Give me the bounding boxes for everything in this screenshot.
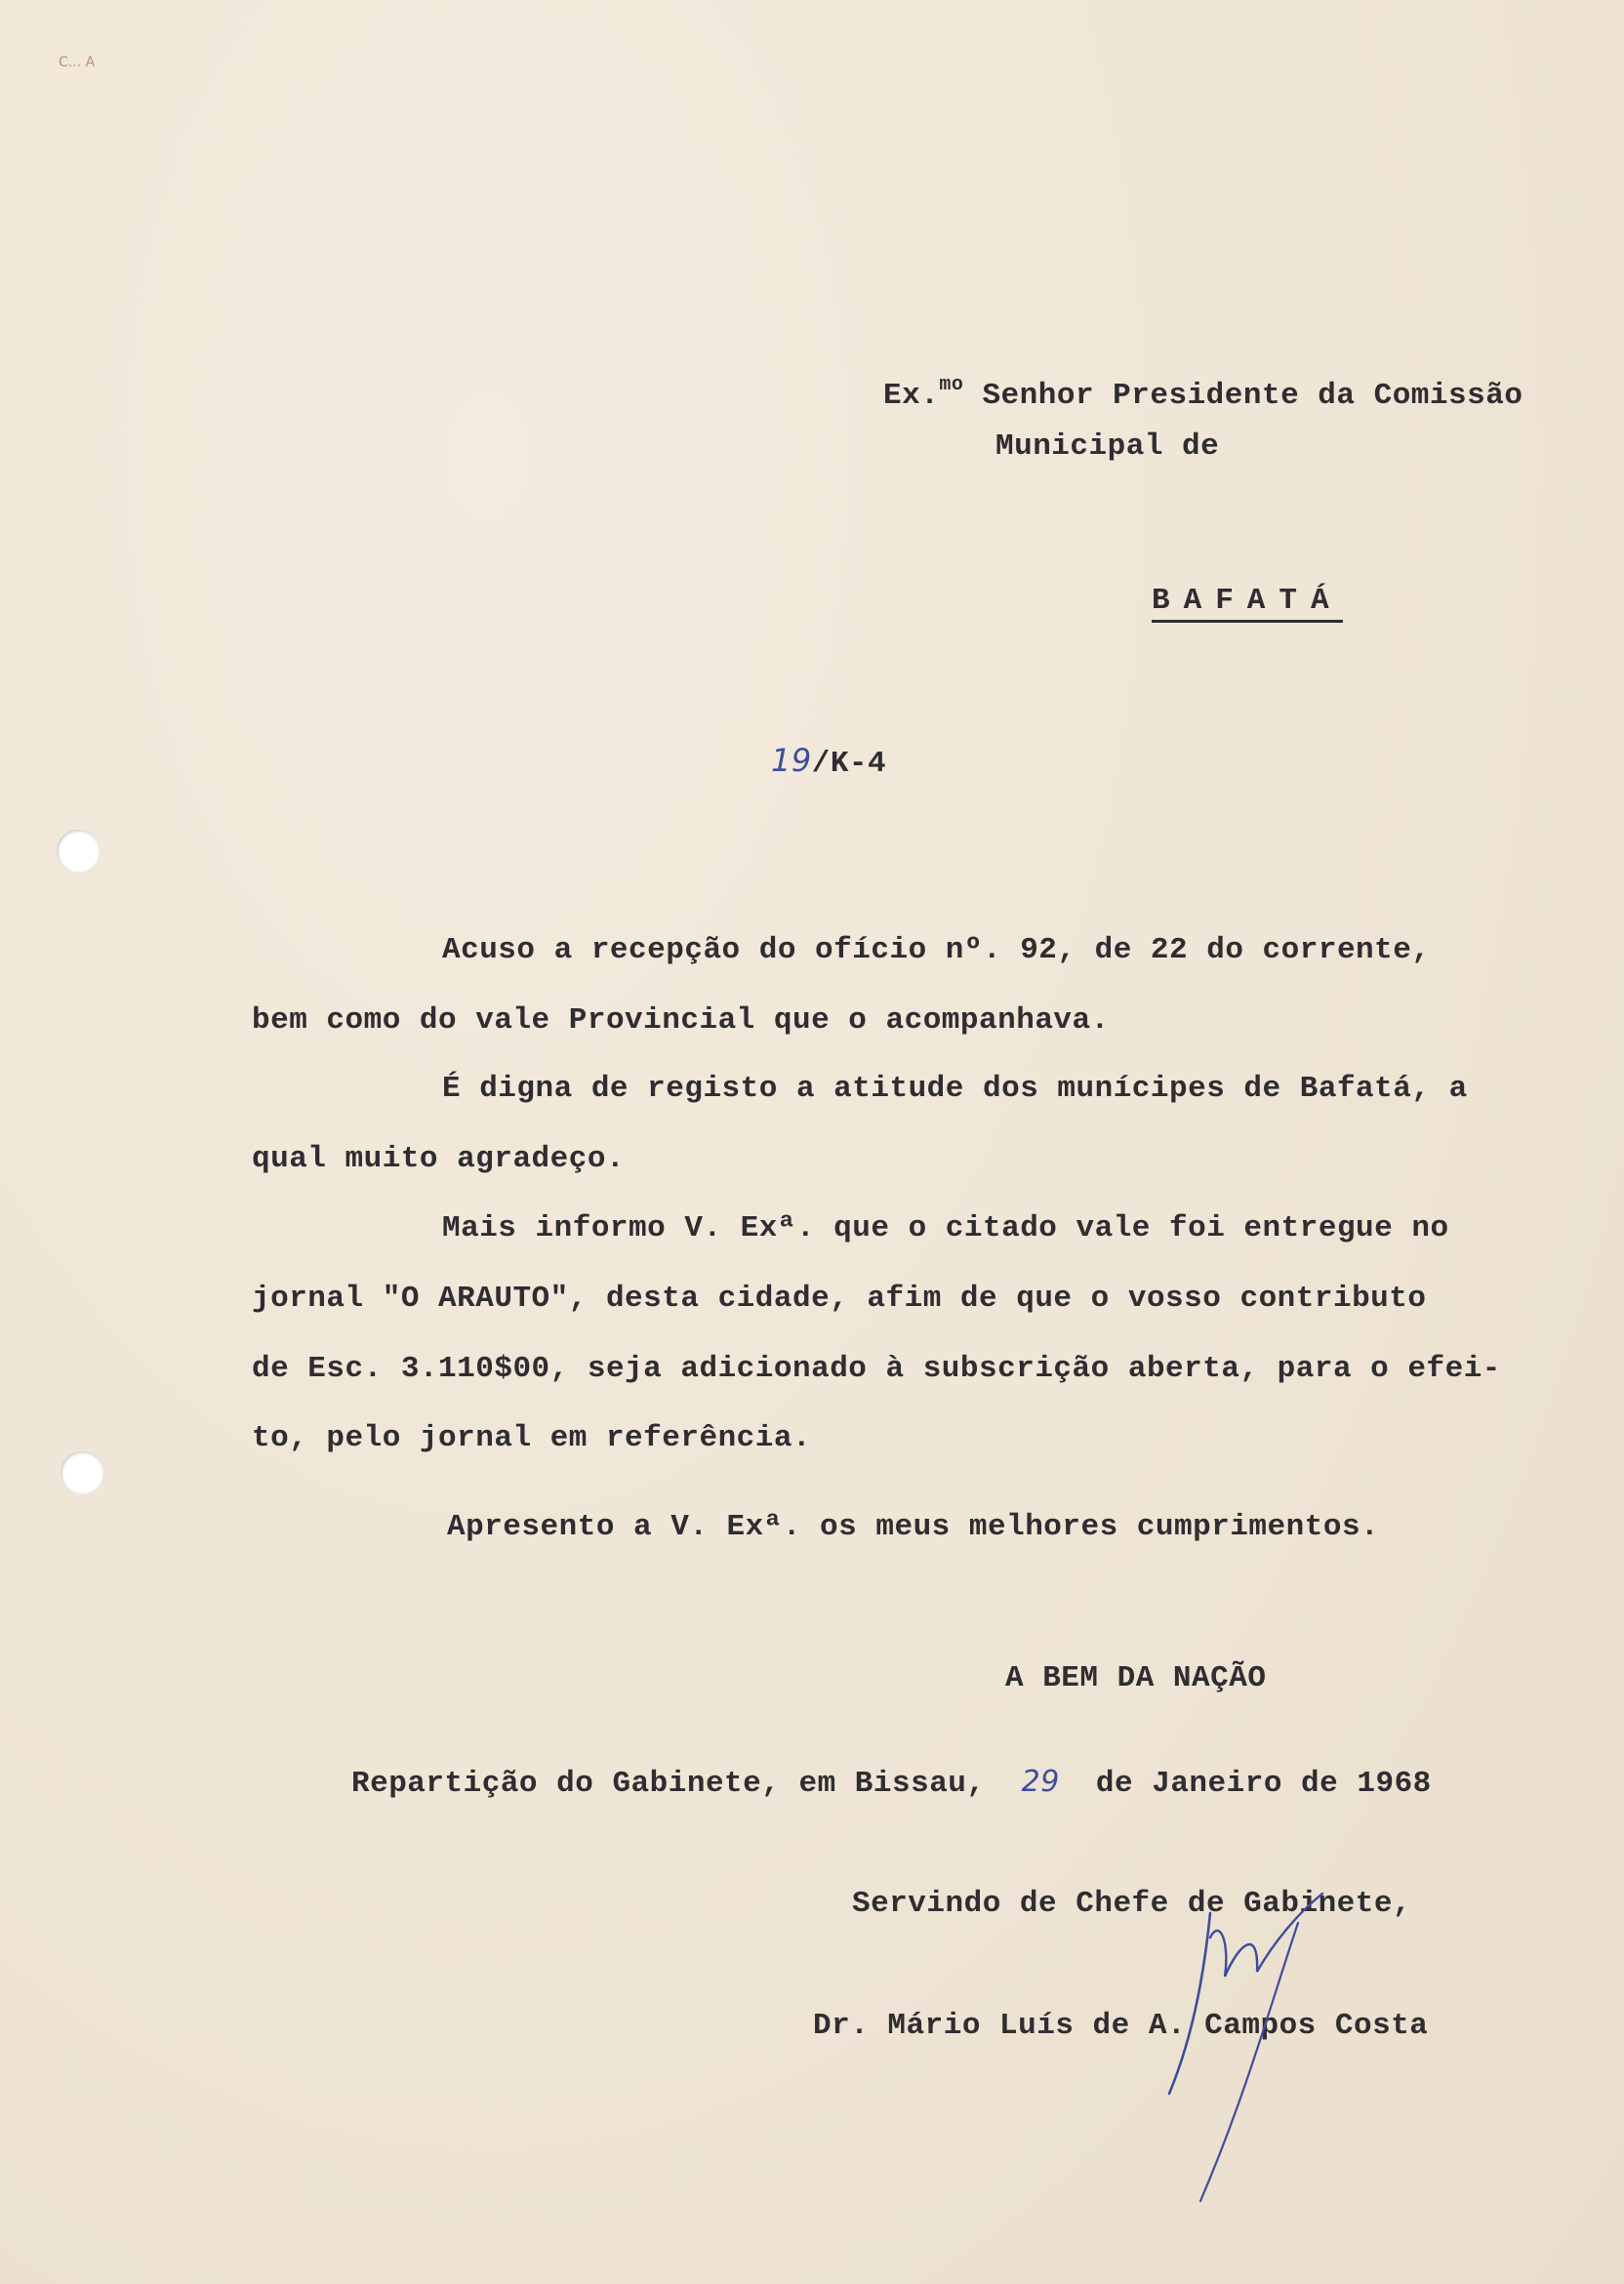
addressee-line-2: Municipal de	[995, 429, 1220, 464]
addressee-city-wrap	[1152, 584, 1343, 618]
addressee-city: BAFATÁ	[1152, 584, 1343, 623]
place-date-prefix: Repartição do Gabinete, em Bissau,	[351, 1767, 986, 1801]
body-p3-line1: Mais informo V. Exª. que o citado vale foi entregue no	[442, 1211, 1449, 1245]
corner-annotation: C... A	[59, 55, 96, 70]
place-date-suffix: de Janeiro de 1968	[1095, 1767, 1432, 1801]
date-day-handwritten: 29	[1021, 1765, 1060, 1799]
salutation-superscript: mo	[939, 374, 964, 396]
body-p3-line3: de Esc. 3.110$00, seja adicionado à subscrição aberta, para o efei-	[252, 1352, 1501, 1386]
body-p1-line2: bem como do vale Provincial que o acompanhava.	[252, 1003, 1110, 1038]
addressee-title: Senhor Presidente da Comissão	[982, 379, 1523, 413]
punch-hole-top	[57, 830, 100, 873]
closing-formula: A BEM DA NAÇÃO	[1005, 1661, 1267, 1695]
reference-typed: /K-4	[811, 747, 887, 781]
body-p1-line1: Acuso a recepção do ofício nº. 92, de 22 do corrente,	[442, 933, 1431, 967]
signatory-name: Dr. Mário Luís de A. Campos Costa	[813, 2009, 1429, 2043]
body-p4-line1: Apresento a V. Exª. os meus melhores cumprimentos.	[447, 1510, 1380, 1544]
addressee-line-1	[883, 374, 1522, 413]
body-p2-line2: qual muito agradeço.	[252, 1142, 626, 1176]
salutation-prefix: Ex.	[883, 379, 940, 413]
body-p2-line1: É digna de registo a atitude dos munícipes de Bafatá, a	[442, 1072, 1468, 1106]
place-date-line	[351, 1765, 1432, 1801]
signatory-role: Servindo de Chefe de Gabinete,	[852, 1887, 1412, 1921]
body-p3-line4: to, pelo jornal em referência.	[252, 1421, 812, 1455]
reference-handwritten: 19	[771, 742, 812, 779]
punch-hole-bottom	[61, 1451, 103, 1494]
reference-number	[771, 742, 886, 781]
handwritten-signature	[1152, 1884, 1366, 2216]
body-p3-line2: jornal "O ARAUTO", desta cidade, afim de que o vosso contributo	[252, 1282, 1427, 1316]
